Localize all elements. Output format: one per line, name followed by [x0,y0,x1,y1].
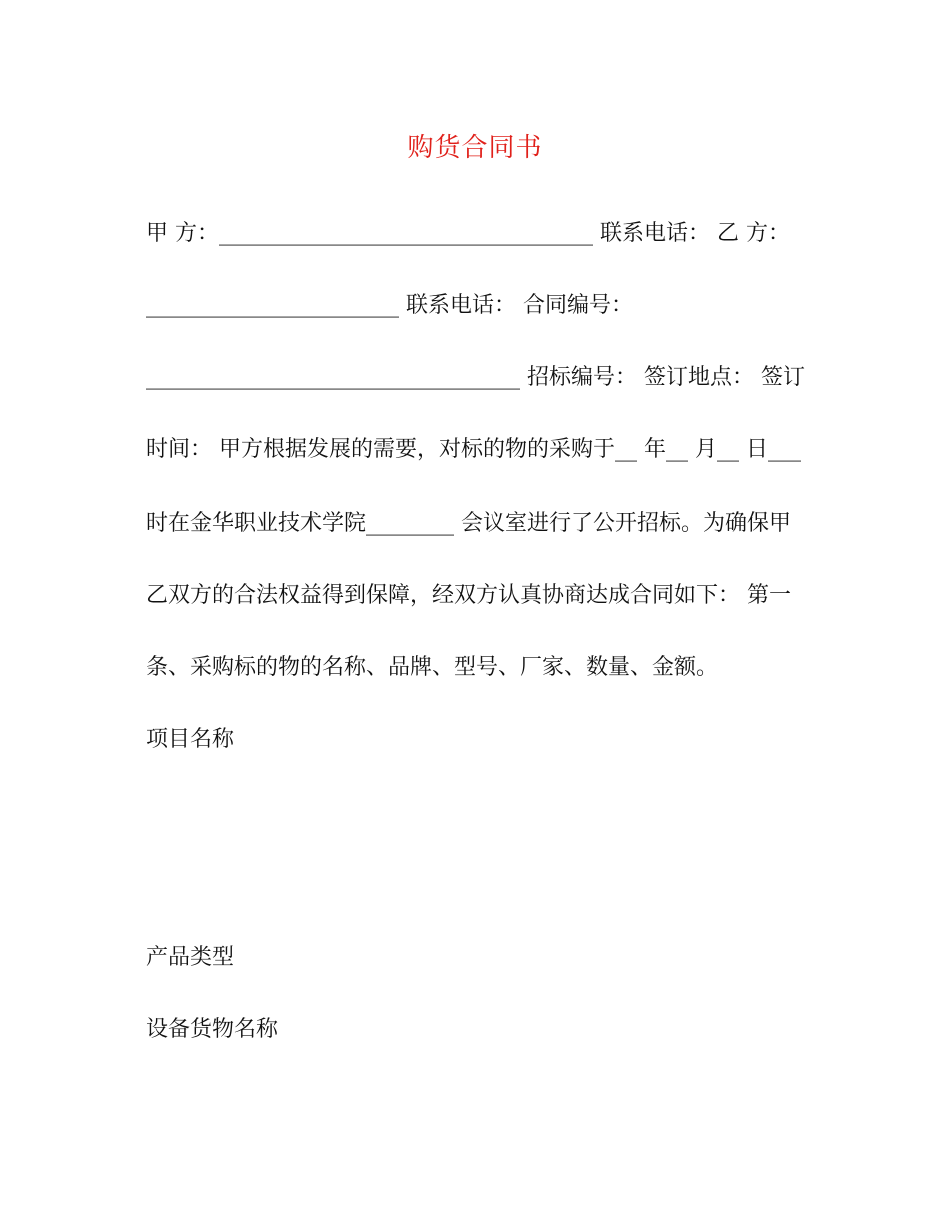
product-type-label: 产品类型 [146,945,235,970]
equipment-name-label: 设备货物名称 [146,1017,279,1042]
tender-location-line: 时在金华职业技术学院________ 会议室进行了公开招标。为确保甲 [146,511,791,536]
agreement-intro-line: 乙双方的合法权益得到保障，经双方认真协商达成合同如下： 第一 [146,583,791,608]
document-title: 购货合同书 [407,133,543,163]
party-a-line: 甲 方：__________________________________ 联系电话： 乙 方： [146,221,790,246]
article-one-line: 条、采购标的物的名称、品牌、型号、厂家、数量、金额。 [146,655,719,680]
tender-number-line: __________________________________ 招标编号： 签订地点： 签订 [146,365,805,390]
project-name-label: 项目名称 [146,727,235,752]
signing-time-line: 时间： 甲方根据发展的需要，对标的物的采购于__ 年__ 月__ 日___ [146,437,801,462]
party-b-line: _______________________ 联系电话： 合同编号： [146,293,633,318]
